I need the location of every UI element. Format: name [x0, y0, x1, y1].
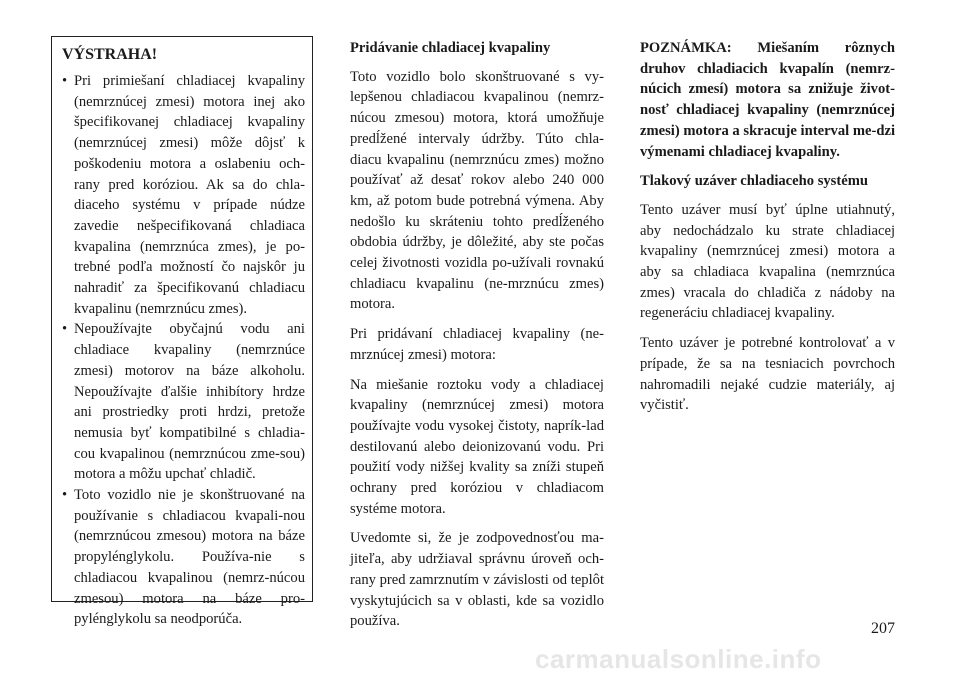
warning-title: VÝSTRAHA! [62, 46, 158, 63]
section-heading-adding-coolant: Pridávanie chladiacej kvapaliny [350, 40, 551, 56]
paragraph: Toto vozidlo bolo skonštruované s vy-lepšenou chladiacou kvapalinou (nemrz-núcou zmesou) motora, ktorá umožňuje predĺžené intervaly údržby. Túto chla-diacu kvapalinu (nemrznúcu zmes) možno používať až desať rokov alebo 240 000 km, až potom bude potrebná výmena. Aby nedošlo ku skráteniu tohto predĺženého obdobia údržby, je dôležité, aby ste počas celej životnosti vozidla po-užívali rovnakú chladiacu kvapalinu (ne-mrznúcu zmes) motora. [350, 68, 604, 313]
warning-list [62, 71, 305, 630]
paragraph: Uvedomte si, že je zodpovednosťou ma-jiteľa, aby udržiaval správnu úroveň och-rany pred zamrznutím v závislosti od teplôt vyskytujúcich sa v oblasti, kde sa vozidlo používa. [350, 530, 604, 630]
paragraph: Tento uzáver je potrebné kontrolovať a v prípade, že sa na tesniacich povrchoch nahromadili nejaké cudzie materiály, aj vyčistiť. [640, 335, 895, 414]
warning-item-text: Pri primiešaní chladiacej kvapaliny (nemrznúcej zmesi) motora inej ako špecifikovanej chladiacej kvapaliny (nemrznúcej zmesi) môže dôjsť k poškodeniu motora a oslabeniu och-rany pred koróziou. Ak sa do chla-diaceho systému v prípade núdze zavedie nešpecifikovaná chladiaca kvapalina (nemrznúca zmes), je po-trebné podľa možností čo najskôr ju nahradiť za špecifikovanú chladiacu kvapalinu (nemrznúcu zmes). [74, 73, 305, 317]
paragraph: Na miešanie roztoku vody a chladiacej kvapaliny (nemrznúcej zmesi) motora používajte vodu vysokej čistoty, naprík-lad destilovanú alebo deionizovanú vodu. Pri použití vody nižšej kvality sa zníži stupeň ochrany pred koróziou v chladiacom systéme motora. [350, 376, 604, 517]
warning-item [62, 71, 305, 319]
warning-box [51, 36, 313, 628]
page-number: 207 [871, 620, 895, 637]
warning-item-text: Toto vozidlo nie je skonštruované na používanie s chladiacou kvapali-nou (nemrznúcou zmesou) motora na báze propylénglykolu. Používa-nie s chladiacou kvapalinou (nemrz-núcou zmesou) motora na báze pro-pylénglykolu sa neodporúča. [74, 487, 305, 628]
paragraph: Tento uzáver musí byť úplne utiahnutý, aby nedochádzalo ku strate chladiacej kvapaliny (nemrznúcej zmesi) motora a aby sa chladiaca kvapalina (nemrznúca zmes) vracala do chladiča z nádoby na regeneráciu chladiacej kvapaliny. [640, 201, 895, 322]
note-paragraph: POZNÁMKA: Miešaním rôznych druhov chladiacich kvapalín (nemrz-núcich zmesí) motora sa znižuje život-nosť chladiacej kvapaliny (nemrznúcej zmesi) motora a skracuje interval me-dzi výmenami chladiacej kvapaliny. [640, 40, 895, 160]
warning-item [62, 319, 305, 485]
middle-column [350, 38, 604, 641]
bullet-icon: • [62, 73, 68, 89]
section-heading-pressure-cap: Tlakový uzáver chladiaceho systému [640, 173, 868, 190]
right-column [640, 38, 895, 425]
watermark: carmanualsonline.info [535, 644, 822, 674]
warning-item [62, 485, 305, 630]
bullet-icon: • [62, 487, 68, 504]
bullet-icon: • [62, 321, 68, 338]
paragraph: Pri pridávaní chladiacej kvapaliny (ne-mrznúcej zmesi) motora: [350, 326, 604, 363]
warning-item-text: Nepoužívajte obyčajnú vodu ani chladiace kvapaliny (nemrznúce zmesi) motorov na báze alkoholu. Nepoužívajte ďalšie inhibítory hrdze ani prostriedky proti hrdzi, pretože nemusia byť kompatibilné s chladia-cou kvapalinou (nemrznúcou zme-sou) motora a môžu upchať chladič. [74, 321, 305, 483]
